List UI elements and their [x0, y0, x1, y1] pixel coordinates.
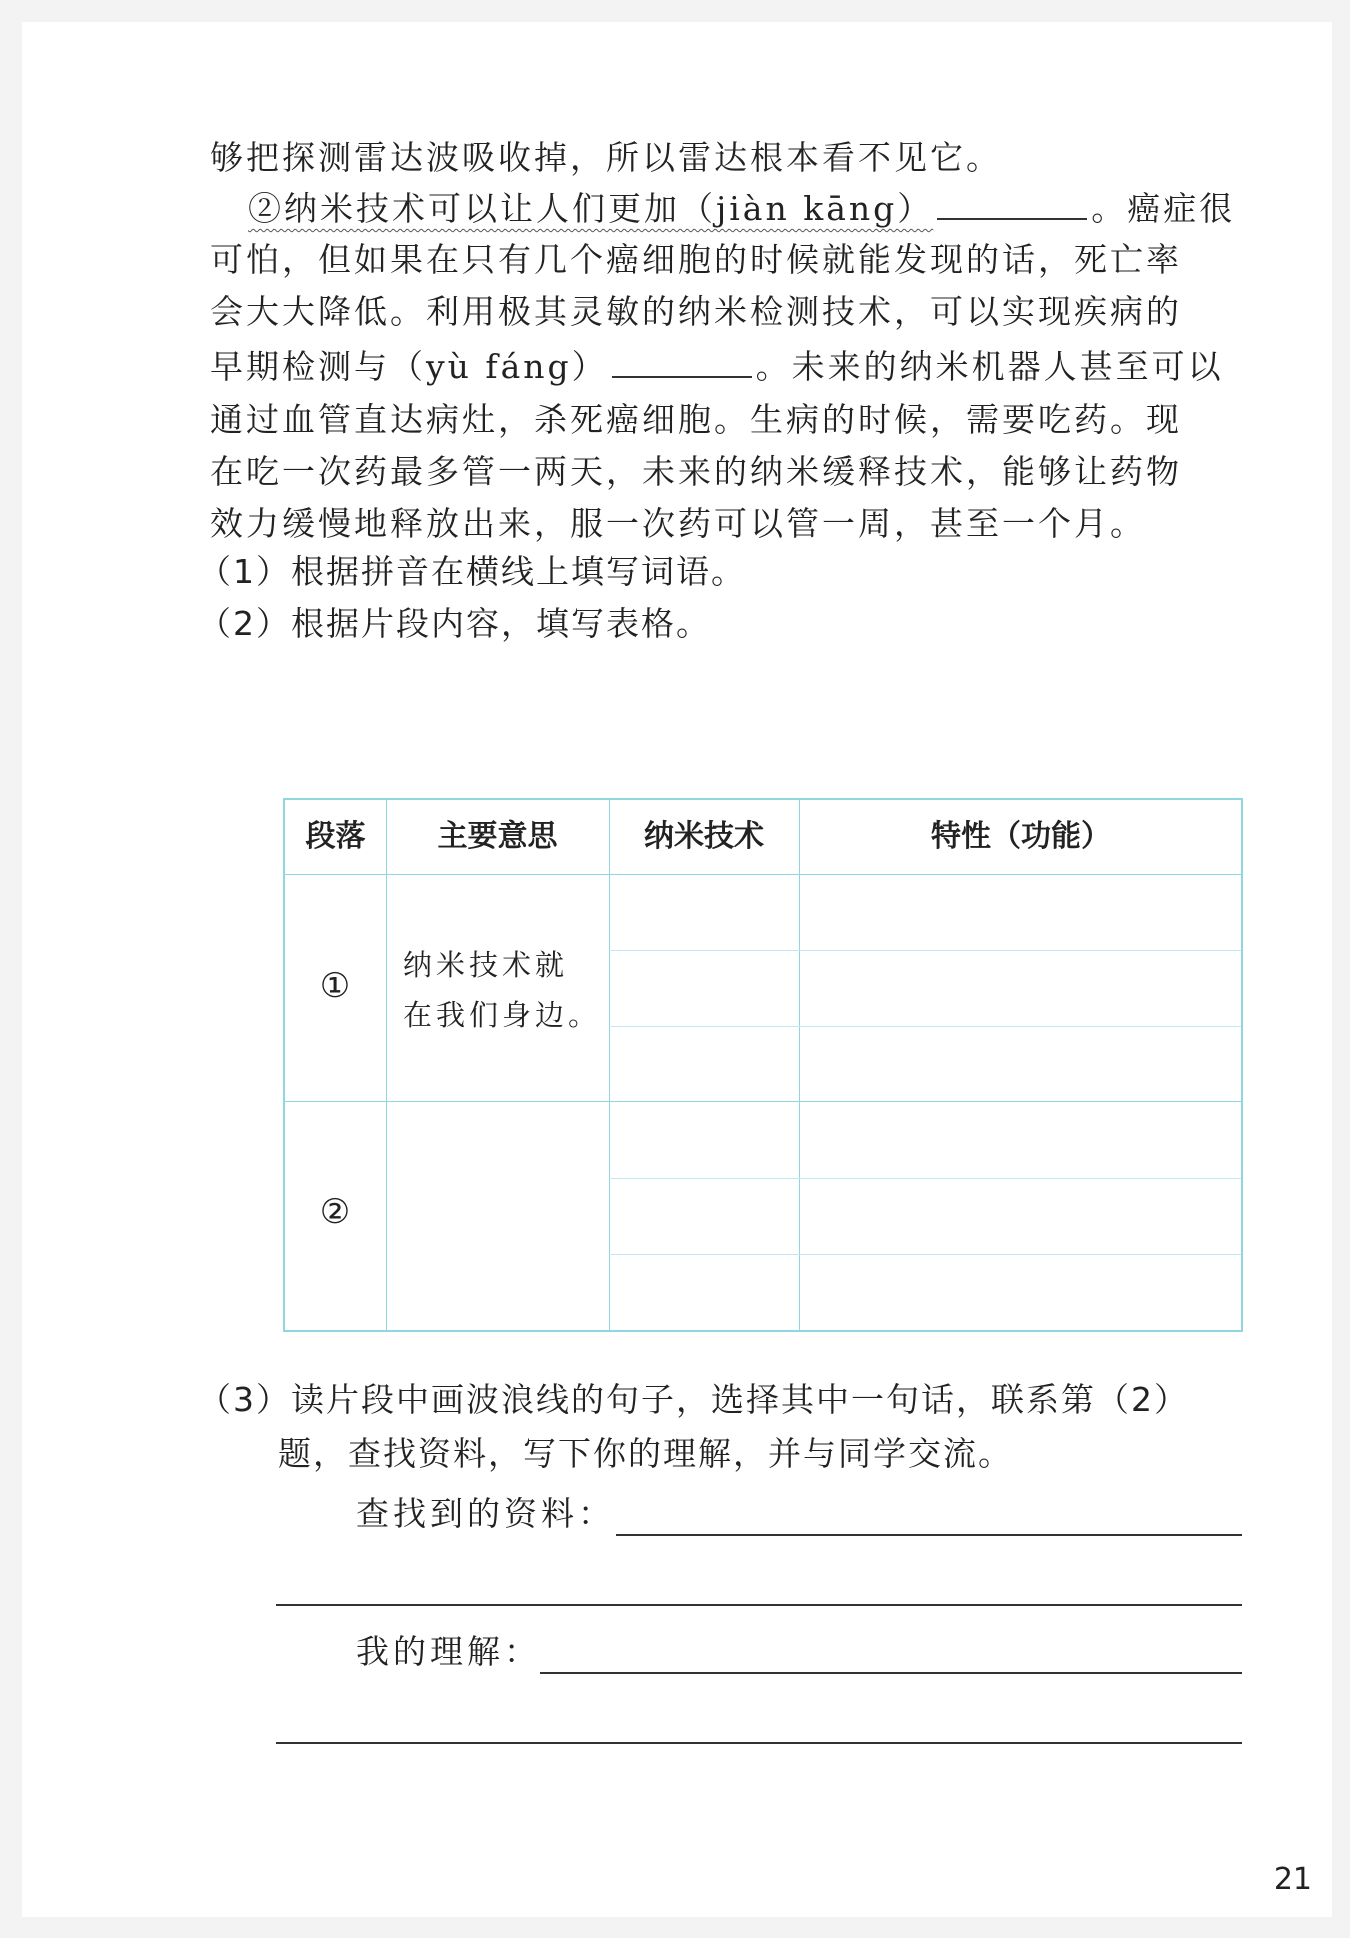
question-3-line-1: （3）读片段中画波浪线的句子，选择其中一句话，联系第（2） [198, 1380, 1189, 1419]
blank-jiankang[interactable] [937, 188, 1087, 220]
row-2-main-idea-cell[interactable] [386, 1101, 609, 1330]
passage-line-5 [210, 346, 1224, 387]
question-1: （1）根据拼音在横线上填写词语。 [198, 552, 746, 591]
row-1-nano-tech-cell[interactable] [609, 874, 799, 1101]
header-paragraph: 段落 [305, 819, 366, 854]
question-3-line-2: 题，查找资料，写下你的理解，并与同学交流。 [278, 1434, 1013, 1473]
found-material-answer-line-2[interactable] [276, 1604, 1242, 1606]
passage-line-3: 可怕，但如果在只有几个癌细胞的时候就能发现的话，死亡率 [210, 240, 1182, 279]
row-2-feature-cell[interactable] [799, 1101, 1243, 1330]
understanding-answer-line-2[interactable] [276, 1742, 1242, 1744]
question-2: （2）根据片段内容，填写表格。 [198, 604, 711, 643]
row-1-number: ① [319, 966, 351, 1006]
passage-line-8: 效力缓慢地释放出来，服一次药可以管一周，甚至一个月。 [210, 504, 1146, 543]
passage-line-6: 通过血管直达病灶，杀死癌细胞。生病的时候，需要吃药。现 [210, 400, 1182, 439]
passage-line-5-tail: 。未来的纳米机器人甚至可以 [755, 347, 1224, 386]
page-number: 21 [1273, 1862, 1312, 1897]
passage-line-4: 会大大降低。利用极其灵敏的纳米检测技术，可以实现疾病的 [210, 292, 1182, 331]
understanding-answer-line[interactable] [540, 1672, 1242, 1674]
header-main-idea: 主要意思 [437, 819, 558, 854]
row-1-main-idea-line-1: 纳米技术就 [403, 948, 569, 982]
passage-line-7: 在吃一次药最多管一两天，未来的纳米缓释技术，能够让药物 [210, 452, 1182, 491]
passage-line-2 [248, 188, 1235, 229]
worksheet-page [22, 22, 1332, 1917]
row-2-number: ② [319, 1192, 351, 1232]
row-2-nano-tech-cell[interactable] [609, 1101, 799, 1330]
row-1-main-idea [403, 940, 601, 1040]
header-nano-tech: 纳米技术 [644, 819, 764, 854]
header-feature: 特性（功能） [931, 819, 1111, 854]
found-material-label: 查找到的资料： [356, 1494, 615, 1533]
found-material-answer-line[interactable] [616, 1534, 1242, 1536]
understanding-label: 我的理解： [356, 1632, 541, 1671]
passage-line-5-head: 早期检测与（yù fáng） [210, 347, 608, 386]
blank-yufang[interactable] [612, 346, 752, 378]
row-1-feature-cell[interactable] [799, 874, 1243, 1101]
passage-line-2-tail: 。癌症很 [1091, 189, 1236, 228]
row-1-main-idea-line-2: 在我们身边。 [403, 998, 602, 1032]
wavy-sentence-1: ②纳米技术可以让人们更加（jiàn kāng） [248, 189, 934, 228]
passage-line-1: 够把探测雷达波吸收掉，所以雷达根本看不见它。 [210, 138, 1002, 177]
fill-in-table [283, 798, 1243, 1332]
